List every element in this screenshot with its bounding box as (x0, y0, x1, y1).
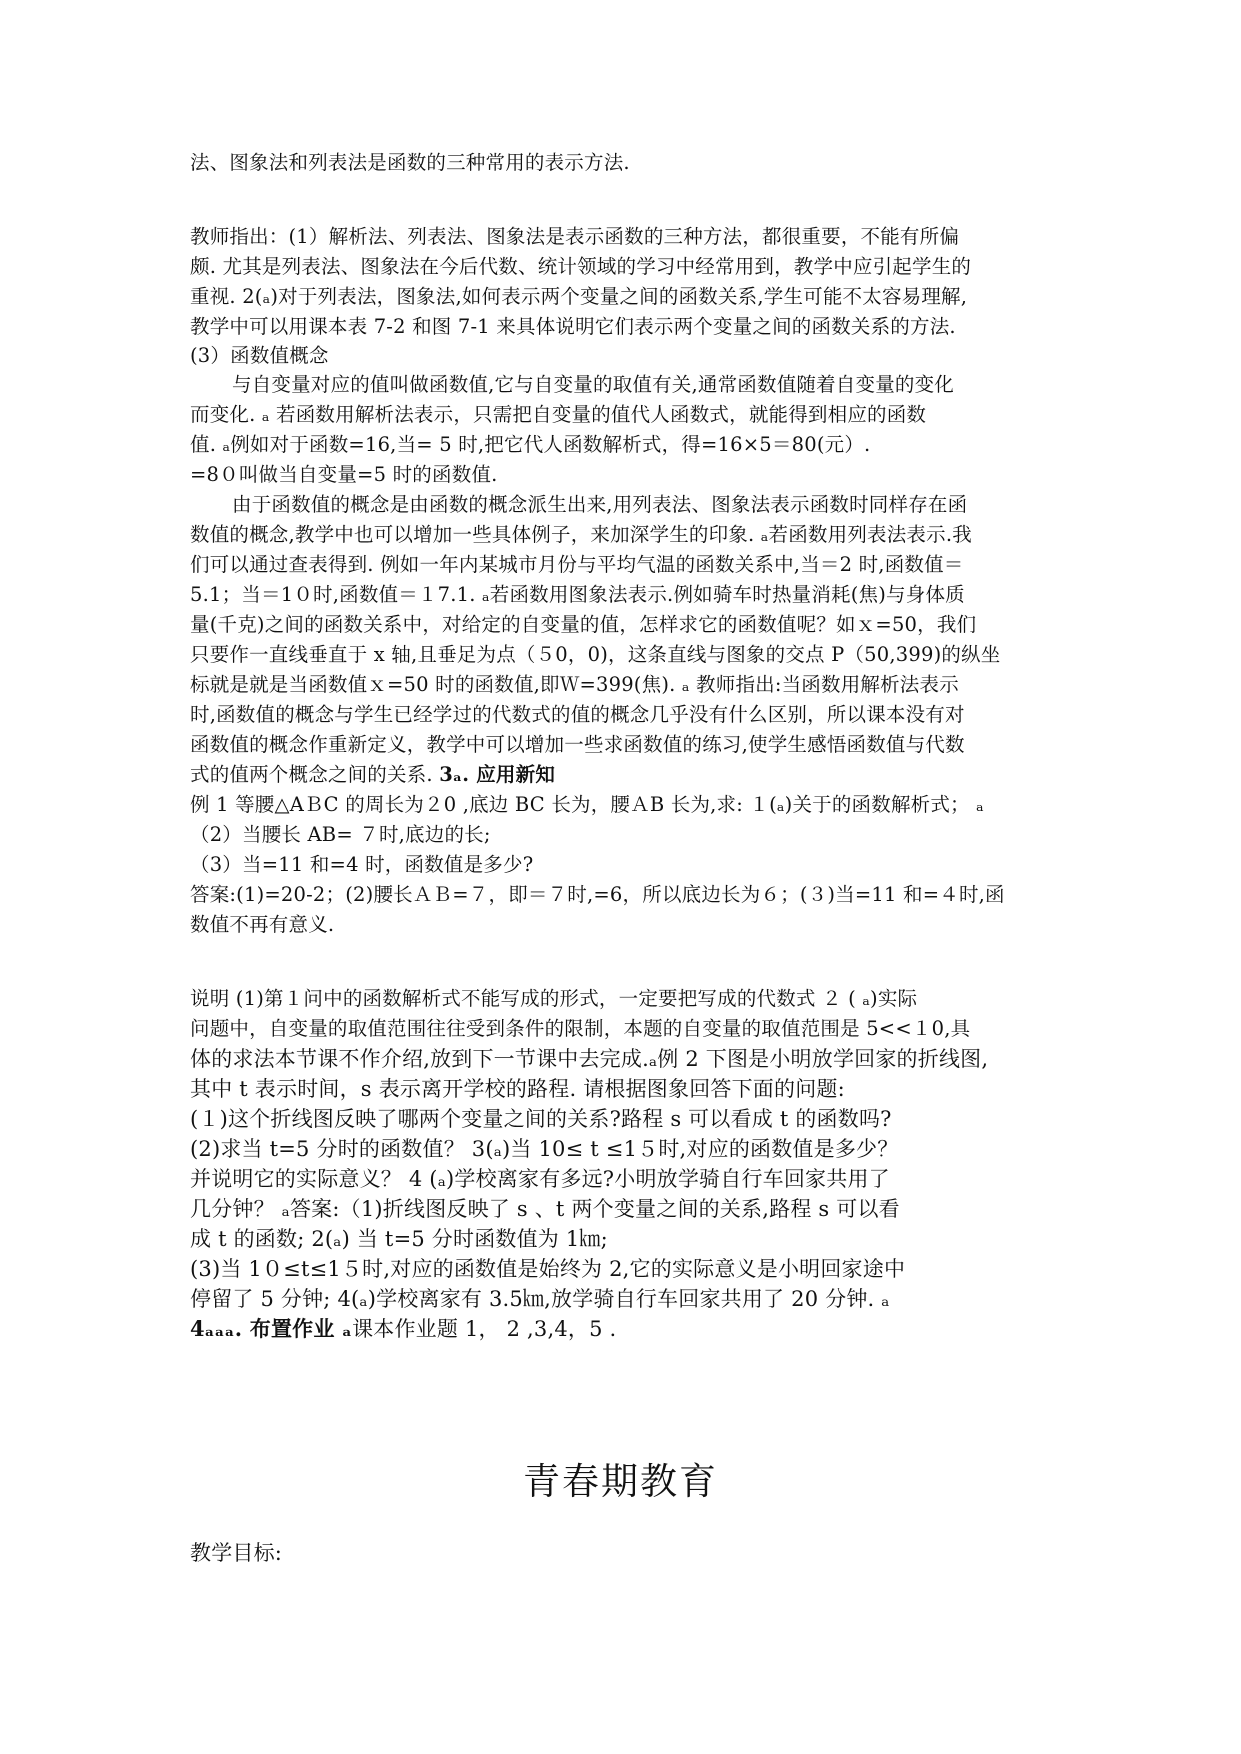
paragraph-line: (3)当 1０≤t≤1５时,对应的函数值是始终为 2,它的实际意义是小明回家途中 (190, 1257, 906, 1281)
example-line: （3）当=11 和=4 时，函数值是多少? (190, 853, 534, 876)
paragraph-line: 教学中可以用课本表 7-2 和图 7-1 来具体说明它们表示两个变量之间的函数关系的方法. (190, 315, 956, 338)
section-title: 青春期教育 (523, 1460, 718, 1503)
paragraph-line: 停留了 5 分钟; 4(ₐ)学校离家有 3.5㎞,放学骑自行车回家共用了 20 分钟. ₐ (190, 1287, 890, 1311)
answer-line: 数值不再有意义. (190, 913, 335, 936)
paragraph-line (190, 760, 1060, 790)
section-heading-homework: 4ₐₐₐ. 布置作业 ₐ (190, 1316, 353, 1341)
paragraph-line: 由于函数值的概念是由函数的概念派生出来,用列表法、图象法表示函数时同样存在函 (232, 493, 968, 516)
paragraph-line: 函数值的概念作重新定义，教学中可以增加一些求函数值的练习,使学生感悟函数值与代数 (190, 733, 965, 756)
paragraph-line: 们可以通过查表得到. 例如一年内某城市月份与平均气温的函数关系中,当＝2 时,函数值＝ (190, 553, 964, 576)
line-text: 式的值两个概念之间的关系. (190, 763, 440, 786)
section-heading: (3）函数值概念 (190, 344, 329, 367)
paragraph-line: 时,函数值的概念与学生已经学过的代数式的值的概念几乎没有什么区别，所以课本没有对 (190, 703, 965, 726)
paragraph-line: 教师指出：(1）解析法、列表法、图象法是表示函数的三种方法，都很重要，不能有所偏 (190, 225, 960, 248)
paragraph-line: 量(千克)之间的函数关系中，对给定的自变量的值，怎样求它的函数值呢？如ｘ=50，我们 (190, 613, 977, 636)
paragraph-line: 颇. 尤其是列表法、图象法在今后代数、统计领域的学习中经常用到，教学中应引起学生的 (190, 255, 972, 278)
paragraph-line: =8０叫做当自变量=5 时的函数值. (190, 463, 498, 486)
paragraph-line: 5.1；当＝1０时,函数值＝１7.1. ₐ若函数用图象法表示.例如骑车时热量消耗(焦)与身体质 (190, 583, 965, 606)
paragraph-line: 法、图象法和列表法是函数的三种常用的表示方法. (190, 151, 630, 174)
example-line: （2）当腰长 AB= ７时,底边的长; (190, 823, 491, 846)
line-text: 课本作业题 1， 2 ,3,4，5 . (352, 1317, 617, 1341)
paragraph-line: (１)这个折线图反映了哪两个变量之间的关系?路程 s 可以看成 t 的函数吗? (190, 1107, 892, 1131)
paragraph-line: 几分钟？ ₐ答案:（1)折线图反映了 s 、t 两个变量之间的关系,路程 s 可以看 (190, 1197, 900, 1221)
paragraph-line: 值. ₐ例如对于函数=16,当= 5 时,把它代人函数解析式，得=16×5＝80(元）. (190, 433, 871, 456)
section-heading-apply: 3ₐ. 应用新知 (439, 763, 556, 786)
paragraph-line: 而变化. ₐ 若函数用解析法表示，只需把自变量的值代人函数式，就能得到相应的函数 (190, 403, 927, 426)
paragraph-line: 只要作一直线垂直于 x 轴,且垂足为点（５0，0)，这条直线与图象的交点 P（50,399)的纵坐 (190, 643, 1001, 666)
paragraph-line: (2)求当 t=5 分时的函数值？ 3(ₐ)当 10≤ t ≤1５时,对应的函数值是多少？ (190, 1137, 899, 1161)
answer-line: 答案:(1)=20-2；(2)腰长ＡＢ=７，即＝７时,=6，所以底边长为６；(３)当=11 和=４时,函 (190, 883, 1005, 906)
paragraph-line: 说明 (1)第１问中的函数解析式不能写成的形式，一定要把写成的代数式 ２ ( ₐ)实际 (190, 987, 918, 1010)
paragraph-line: 其中 t 表示时间，s 表示离开学校的路程. 请根据图象回答下面的问题: (190, 1077, 845, 1101)
teaching-goal-label: 教学目标: (190, 1541, 283, 1565)
paragraph-line: 并说明它的实际意义？ 4 (ₐ)学校离家有多远?小明放学骑自行车回家共用了 (190, 1167, 890, 1191)
homework-line (190, 1314, 1060, 1344)
paragraph-line: 体的求法本节课不作介绍,放到下一节课中去完成.ₐ例 2 下图是小明放学回家的折线图, (190, 1047, 989, 1071)
paragraph-line: 标就是就是当函数值ｘ=50 时的函数值,即Ｗ=399(焦). ₐ 教师指出:当函数用解析法表示 (190, 673, 959, 696)
paragraph-line: 数值的概念,教学中也可以增加一些具体例子，来加深学生的印象. ₐ若函数用列表法表示.我 (190, 523, 972, 546)
paragraph-line: 成 t 的函数; 2(ₐ) 当 t=5 分时函数值为 1㎞; (190, 1227, 608, 1251)
paragraph-line: 重视. 2(ₐ)对于列表法，图象法,如何表示两个变量之间的函数关系,学生可能不太容易理解, (190, 285, 968, 308)
example-line: 例 1 等腰△AＢC 的周长为２0 ,底边 BC 长为，腰ＡB 长为,求: １(ₐ)关于的函数解析式； ₐ (190, 793, 984, 816)
paragraph-line: 问题中，自变量的取值范围往往受到条件的限制，本题的自变量的取值范围是 5<<１0,具 (190, 1017, 971, 1040)
paragraph-line: 与自变量对应的值叫做函数值,它与自变量的取值有关,通常函数值随着自变量的变化 (232, 373, 954, 396)
